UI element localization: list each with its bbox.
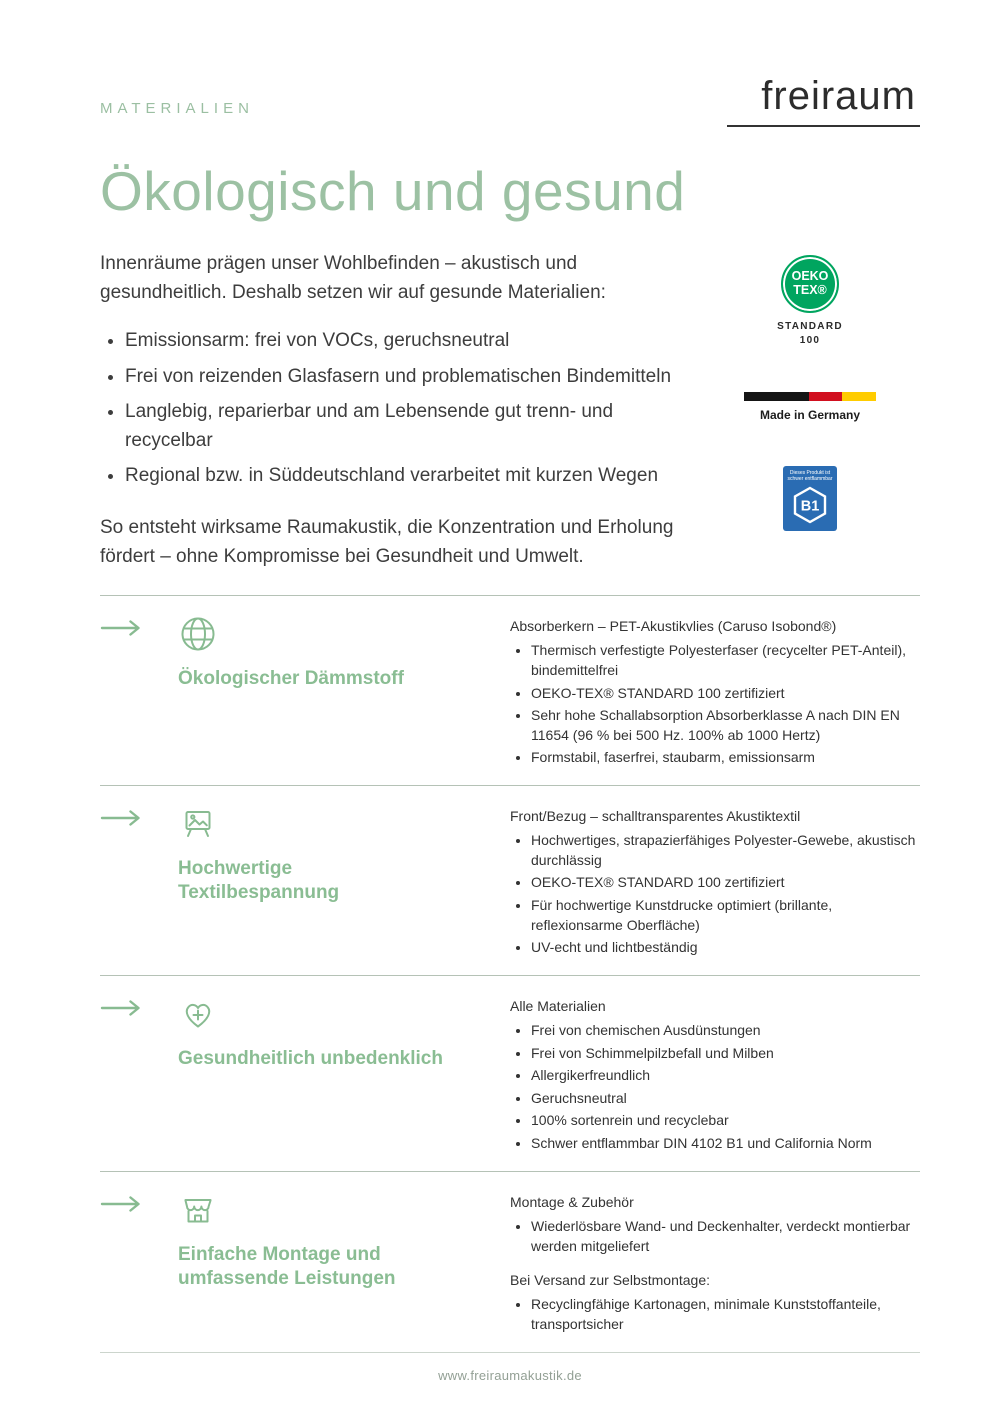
bullet-item: • Schwer entflammbar DIN 4102 B1 und California Norm xyxy=(531,1134,920,1154)
section-content xyxy=(510,804,920,961)
section-hochwertige-textilbespannung xyxy=(100,785,920,975)
oekotex-caption-line2: 100 xyxy=(799,334,821,346)
bullet-item: • Regional bzw. in Süddeutschland verarbeitet mit kurzen Wegen xyxy=(125,462,700,491)
bullet-item: • Formstabil, faserfrei, staubarm, emissionsarm xyxy=(531,748,920,768)
section-content xyxy=(510,994,920,1157)
content-block xyxy=(510,1192,920,1256)
brand-logo: freiraum xyxy=(727,76,920,127)
arrow-icon xyxy=(100,1190,178,1338)
content-block xyxy=(510,1270,920,1334)
section-label xyxy=(178,994,510,1157)
picture-easel-icon xyxy=(178,804,218,844)
bullet-item: • 100% sortenrein und recyclebar xyxy=(531,1111,920,1131)
section-einfache-montage xyxy=(100,1171,920,1352)
section-title: Einfache Montage und umfassende Leistungen xyxy=(178,1243,396,1289)
bullet-item: • OEKO-TEX® STANDARD 100 zertifiziert xyxy=(531,684,920,704)
bullet-item: • Frei von reizenden Glasfasern und problematischen Bindemitteln xyxy=(125,363,700,392)
bullet-item: • Frei von Schimmelpilzbefall und Milben xyxy=(531,1044,920,1064)
section-title: Ökologischer Dämmstoff xyxy=(178,668,404,690)
b1-hexagon-icon xyxy=(791,485,829,525)
hero-text-column xyxy=(100,249,700,572)
bullet-item: • Hochwertiges, strapazierfähiges Polyester-Gewebe, akustisch durchlässig xyxy=(531,831,920,870)
content-block xyxy=(510,806,920,958)
content-lead: Front/Bezug – schalltransparentes Akustiktextil xyxy=(510,807,801,824)
content-bullet-list xyxy=(510,1295,920,1334)
section-label xyxy=(178,804,510,961)
outro-paragraph: So entsteht wirksame Raumakustik, die Konzentration und Erholung fördert – ohne Kompromisse bei Gesundheit und Umwelt. xyxy=(100,516,674,567)
page-footer xyxy=(100,1352,920,1383)
globe-icon xyxy=(178,614,218,654)
content-lead: Montage & Zubehör xyxy=(510,1193,634,1210)
svg-text:B1: B1 xyxy=(800,498,820,515)
bullet-item: • Allergikerfreundlich xyxy=(531,1066,920,1086)
oekotex-caption xyxy=(777,320,843,348)
shop-icon xyxy=(178,1190,218,1230)
eyebrow-label: MATERIALIEN xyxy=(100,100,254,117)
section-content xyxy=(510,1190,920,1338)
section-gesundheitlich-unbedenklich xyxy=(100,975,920,1171)
section-label xyxy=(178,614,510,771)
oekotex-line1: OEKO xyxy=(791,268,829,283)
section-title: Hochwertige Textilbespannung xyxy=(178,857,340,904)
arrow-icon xyxy=(100,804,178,961)
arrow-icon xyxy=(100,614,178,771)
certification-badges-column xyxy=(700,249,920,572)
content-bullet-list xyxy=(510,1217,920,1256)
content-block xyxy=(510,996,920,1154)
content-block xyxy=(510,616,920,768)
content-bullet-list xyxy=(510,641,920,768)
bullet-item: • Geruchsneutral xyxy=(531,1089,920,1109)
oekotex-badge xyxy=(777,255,843,348)
bullet-item: • Für hochwertige Kunstdrucke optimiert (brillante, reflexionsarme Oberfläche) xyxy=(531,896,920,935)
bullet-item: • Langlebig, reparierbar und am Lebensende gut trenn- und recycelbar xyxy=(125,398,700,455)
content-lead: Alle Materialien xyxy=(510,997,606,1014)
section-label xyxy=(178,1190,510,1338)
section-oekologischer-daemmstoff xyxy=(100,595,920,785)
bullet-item: • UV-echt und lichtbeständig xyxy=(531,938,920,958)
arrow-icon xyxy=(100,994,178,1157)
bullet-item: • Recyclingfähige Kartonagen, minimale Kunststoffanteile, transportsicher xyxy=(531,1295,920,1334)
oekotex-circle-icon xyxy=(781,255,839,313)
content-bullet-list xyxy=(510,1021,920,1154)
website-url: www.freiraumakustik.de xyxy=(438,1367,582,1383)
bullet-item: • Wiederlösbare Wand- und Deckenhalter, verdeckt montierbar werden mitgeliefert xyxy=(531,1217,920,1256)
page-header xyxy=(100,76,920,127)
section-title: Gesundheitlich unbedenklich xyxy=(178,1047,443,1069)
intro-bullet-list xyxy=(100,327,700,491)
bullet-item: • Thermisch verfestigte Polyesterfaser (recycelter PET-Anteil), bindemittelfrei xyxy=(531,641,920,680)
bullet-item: • Frei von chemischen Ausdünstungen xyxy=(531,1021,920,1041)
page-title: Ökologisch und gesund xyxy=(100,160,686,222)
bullet-item: • Sehr hohe Schallabsorption Absorberklasse A nach DIN EN 11654 (96 % bei 500 Hz. 100% ab 1000 Hertz) xyxy=(531,706,920,745)
germany-flag-icon xyxy=(744,392,876,401)
bullet-item: • Emissionsarm: frei von VOCs, geruchsneutral xyxy=(125,327,700,356)
health-heart-icon xyxy=(178,994,218,1034)
feature-sections xyxy=(100,595,920,1352)
made-in-germany-badge xyxy=(744,392,876,422)
section-content xyxy=(510,614,920,771)
content-lead: Absorberkern – PET-Akustikvlies (Caruso Isobond®) xyxy=(510,618,837,635)
hero-section xyxy=(100,249,920,572)
content-lead: Bei Versand zur Selbstmontage: xyxy=(510,1272,711,1289)
intro-paragraph: Innenräume prägen unser Wohlbefinden – akustisch und gesundheitlich. Deshalb setzen wir auf gesunde Materialien: xyxy=(100,252,606,303)
bullet-item: • OEKO-TEX® STANDARD 100 zertifiziert xyxy=(531,873,920,893)
made-in-germany-label: Made in Germany xyxy=(759,407,861,422)
b1-note: Dieses Produkt ist schwer entflammbar xyxy=(787,469,833,483)
b1-fire-rating-badge xyxy=(783,466,837,532)
oekotex-caption-line1: STANDARD xyxy=(777,320,843,332)
oekotex-line2: TEX® xyxy=(793,282,827,297)
content-bullet-list xyxy=(510,831,920,958)
